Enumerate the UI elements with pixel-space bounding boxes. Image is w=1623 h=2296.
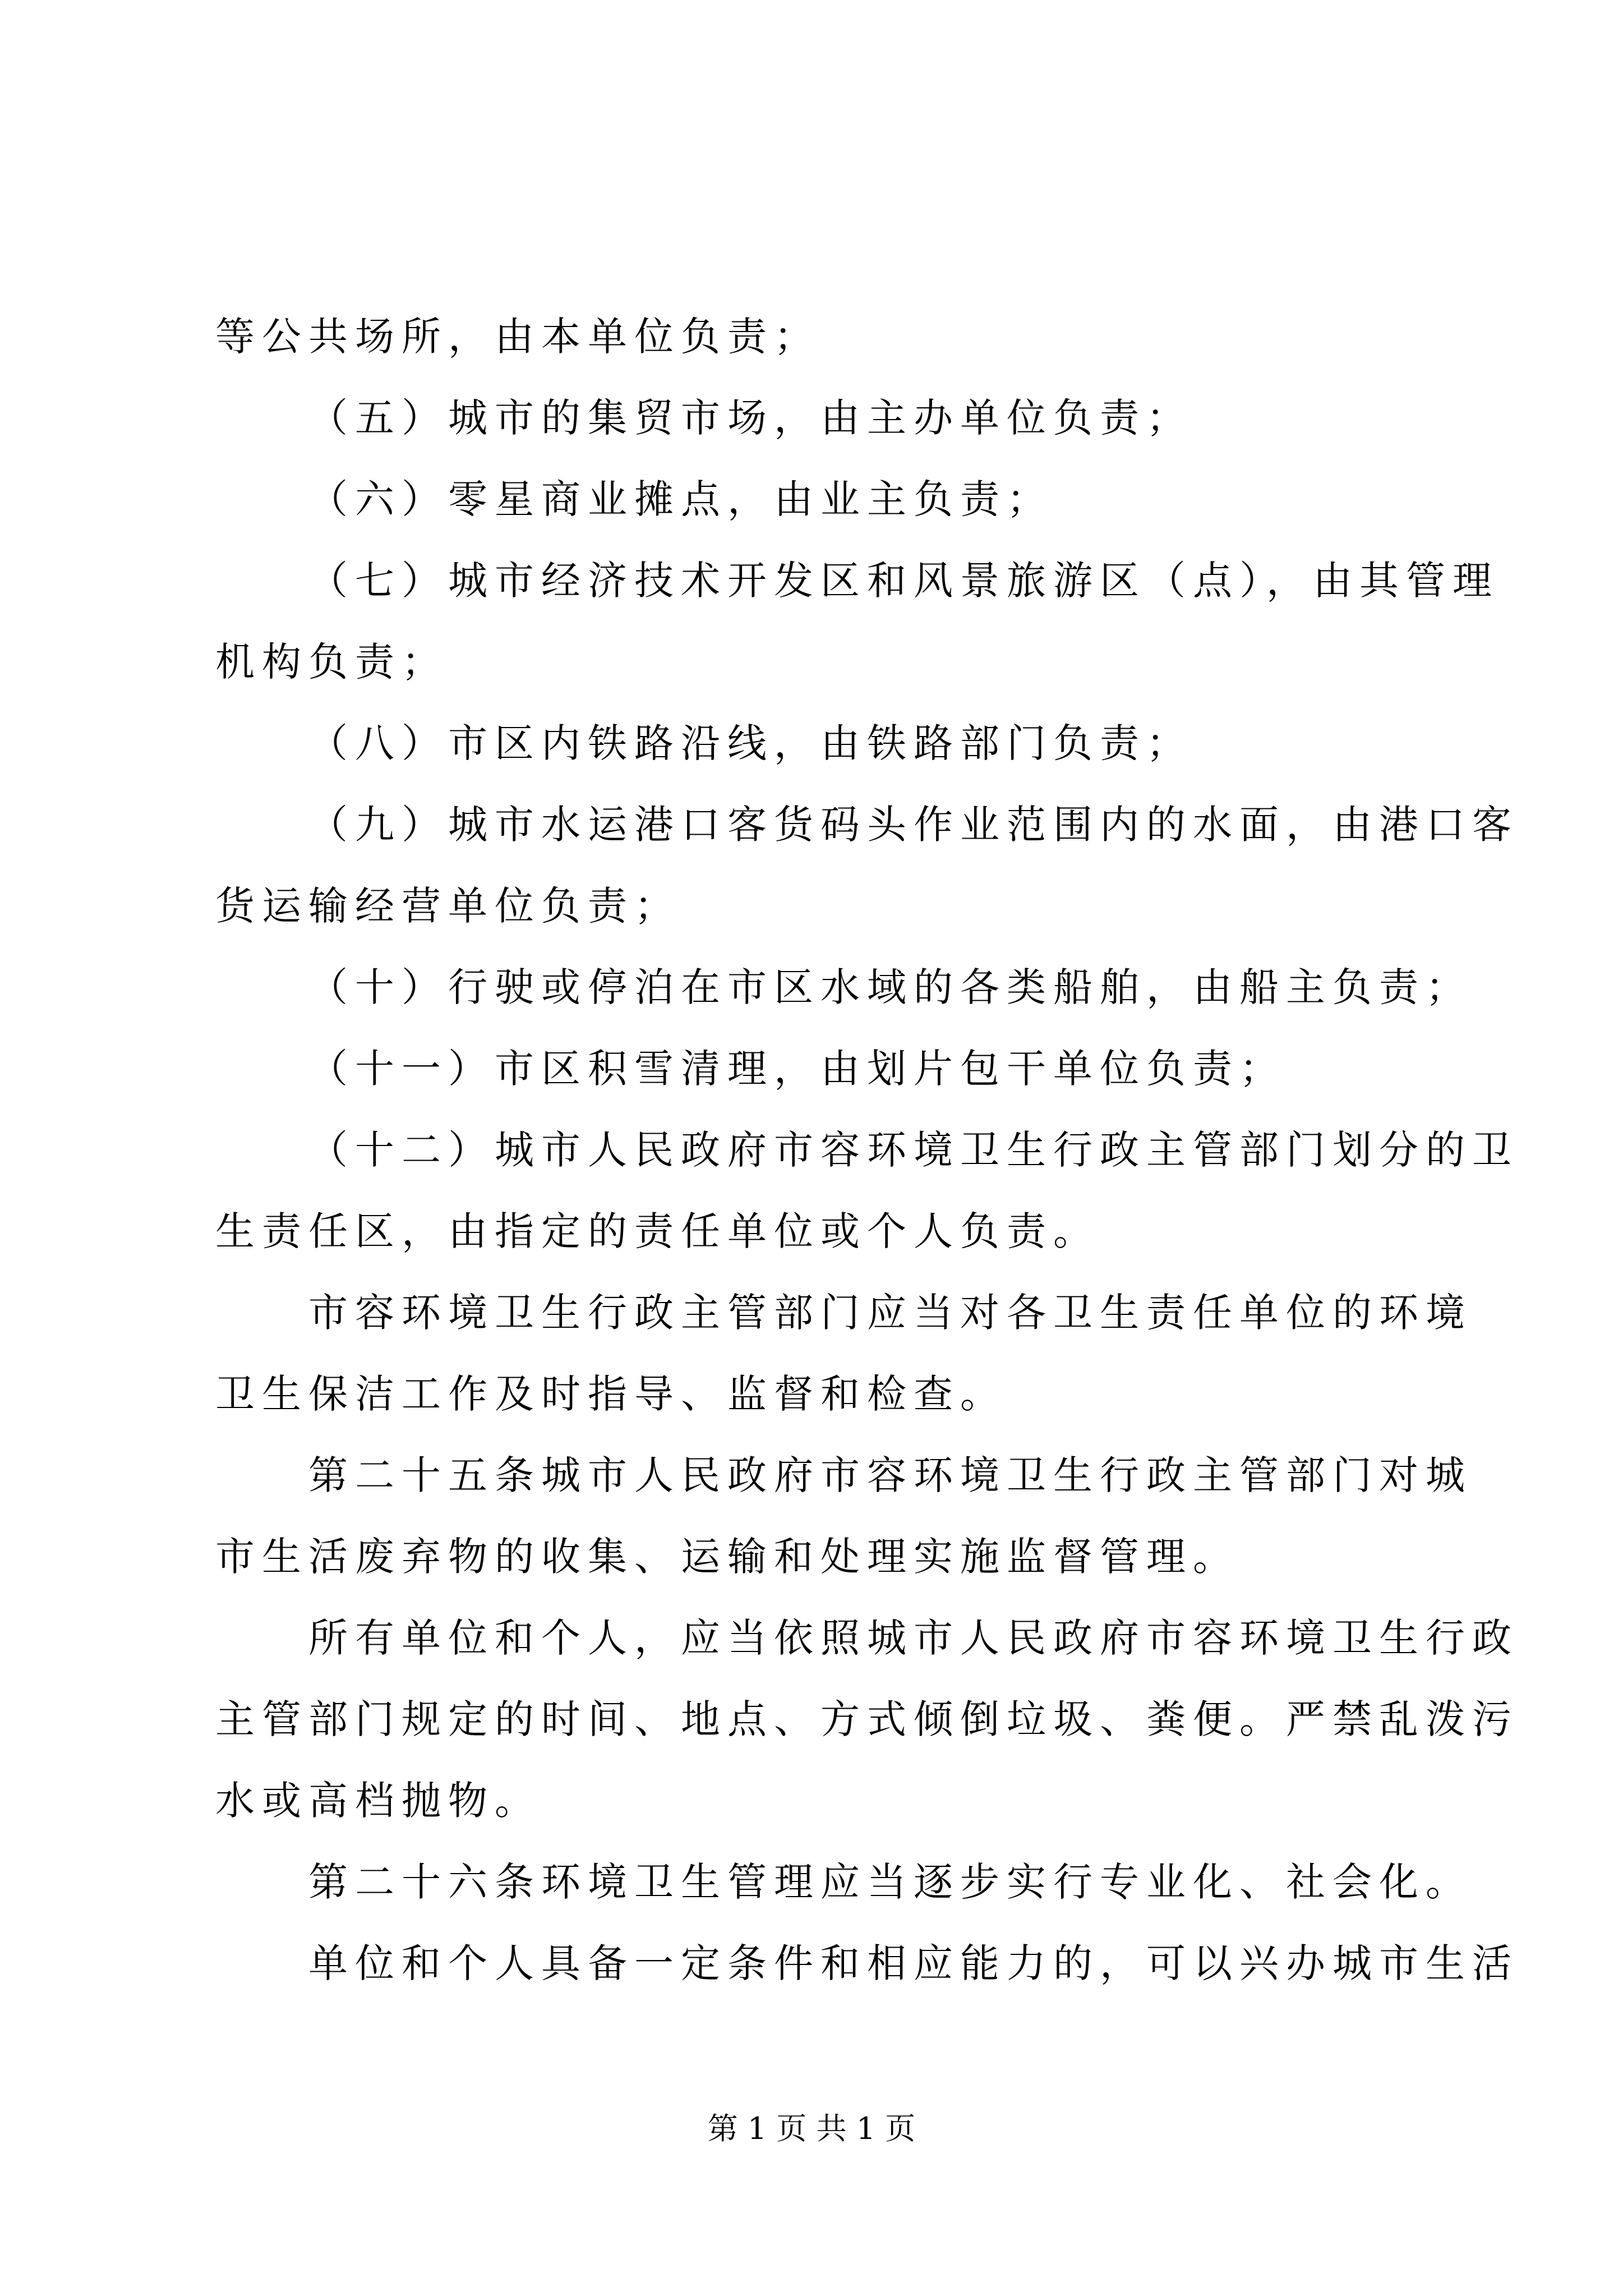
text-line-9: （十）行驶或停泊在市区水域的各类船舶，由船主负责； <box>308 964 1472 1010</box>
text-line-20: 第二十六条环境卫生管理应当逐步实行专业化、社会化。 <box>308 1859 1472 1905</box>
text-line-19: 水或高档抛物。 <box>215 1778 541 1824</box>
text-line-6: （八）市区内铁路沿线，由铁路部门负责； <box>308 720 1193 766</box>
text-line-15: 第二十五条城市人民政府市容环境卫生行政主管部门对城 <box>308 1452 1472 1498</box>
text-line-7: （九）城市水运港口客货码头作业范围内的水面，由港口客 <box>308 802 1519 848</box>
text-line-12: 生责任区，由指定的责任单位或个人负责。 <box>215 1208 1100 1254</box>
text-line-10: （十一）市区积雪清理，由划片包干单位负责； <box>308 1046 1286 1092</box>
text-line-21: 单位和个人具备一定条件和相应能力的，可以兴办城市生活 <box>308 1940 1519 1986</box>
page-footer: 第 1 页 共 1 页 <box>707 2111 916 2146</box>
text-line-4: （七）城市经济技术开发区和风景旅游区（点），由其管理 <box>308 558 1499 604</box>
text-line-11: （十二）城市人民政府市容环境卫生行政主管部门划分的卫 <box>308 1127 1519 1173</box>
text-line-18: 主管部门规定的时间、地点、方式倾倒垃圾、粪便。严禁乱泼污 <box>215 1696 1519 1742</box>
text-line-14: 卫生保洁工作及时指导、监督和检查。 <box>215 1371 1007 1417</box>
text-line-1: 等公共场所，由本单位负责； <box>215 314 820 360</box>
text-line-3: （六）零星商业摊点，由业主负责； <box>308 476 1053 522</box>
text-line-8: 货运输经营单位负责； <box>215 883 681 929</box>
text-line-13: 市容环境卫生行政主管部门应当对各卫生责任单位的环境 <box>308 1290 1472 1336</box>
text-line-2: （五）城市的集贸市场，由主办单位负责； <box>308 395 1193 441</box>
text-line-17: 所有单位和个人，应当依照城市人民政府市容环境卫生行政 <box>308 1615 1519 1661</box>
text-line-5: 机构负责； <box>215 639 448 685</box>
text-line-16: 市生活废弃物的收集、运输和处理实施监督管理。 <box>215 1534 1239 1580</box>
